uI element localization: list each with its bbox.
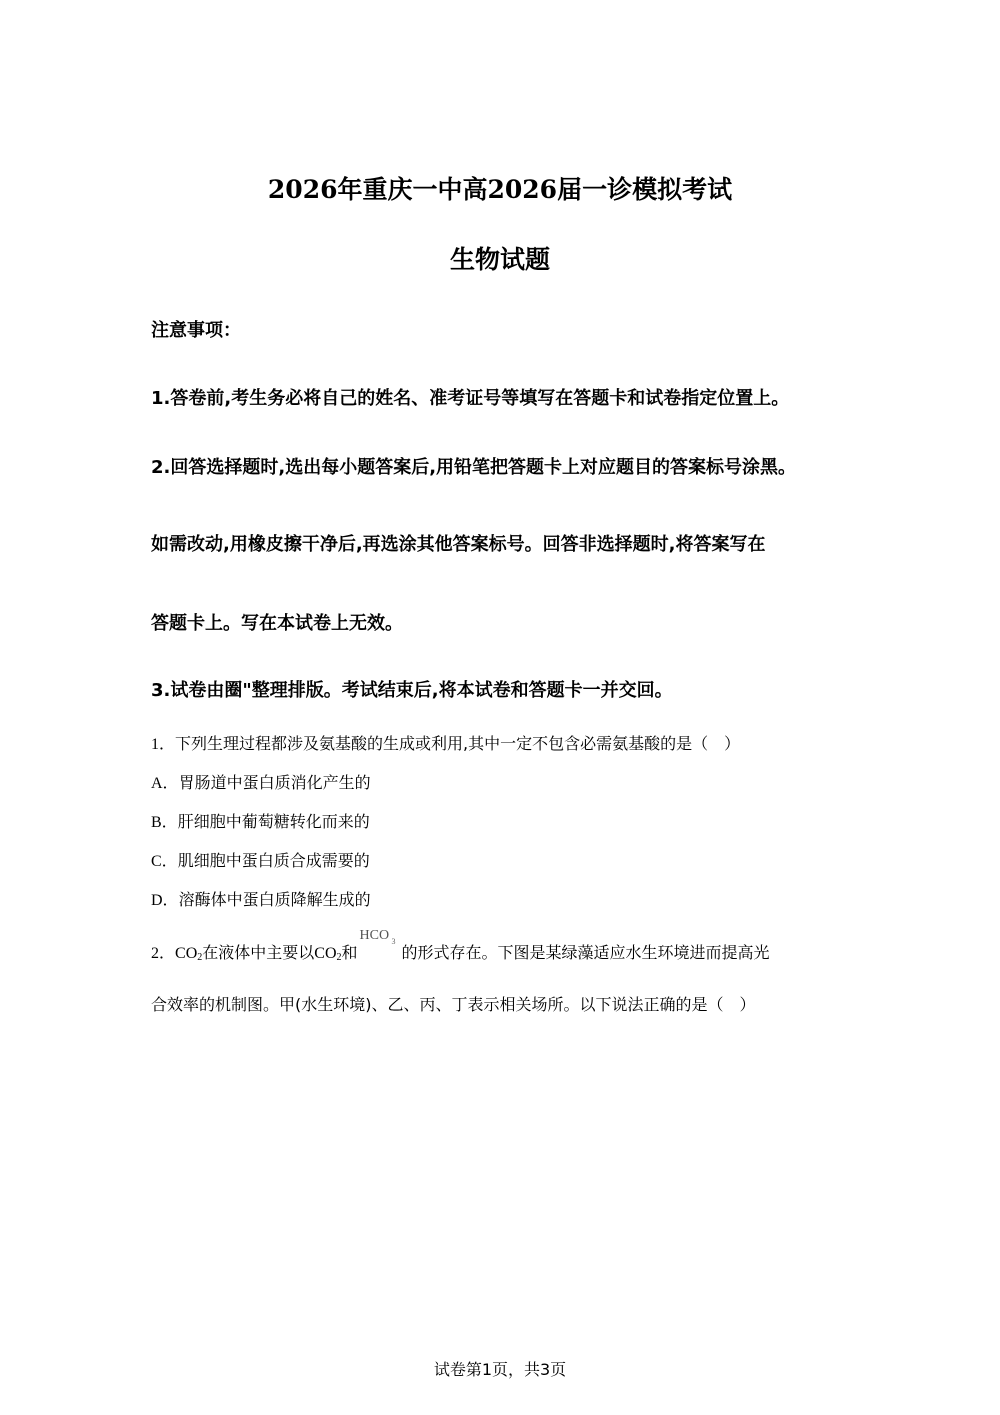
question-2-stem-line-2: 合效率的机制图。甲(水生环境)、乙、丙、丁表示相关场所。以下说法正确的是（ ） (151, 995, 756, 1014)
question-1-option-d (151, 887, 371, 910)
co2-formula: $CO_2$ (175, 945, 203, 963)
question-2-stem-line-1 (151, 928, 770, 963)
exam-title: 2026年重庆一中高2026届一诊模拟考试 (267, 175, 733, 204)
notice-item-2-line-1: 2.回答选择题时,选出每小题答案后,用铅笔把答题卡上对应题目的答案标号涂黑。 (151, 457, 797, 478)
exam-subject-title: 生物试题 (449, 245, 550, 274)
question-2-text-a: 在液体中主要以 (202, 943, 315, 962)
option-label: C． (151, 853, 178, 870)
bicarbonate-formula: HCO 3 (359, 928, 396, 946)
notice-heading: 注意事项： (151, 320, 241, 341)
notice-item-2-line-2: 如需改动,用橡皮擦干净后,再选涂其他答案标号。回答非选择题时,将答案写在 (151, 534, 766, 555)
question-1-stem (151, 731, 740, 754)
option-text: 肝细胞中葡萄糖转化而来的 (177, 812, 370, 831)
page-footer: 试卷第1页，共3页 (433, 1360, 567, 1379)
question-2-text-c: 的形式存在。下图是某绿藻适应水生环境进而提高光 (401, 943, 770, 962)
question-1-option-c (151, 848, 370, 871)
question-1-option-a (151, 770, 371, 793)
question-2-text-b: 和 (341, 943, 358, 962)
question-1-text: 下列生理过程都涉及氨基酸的生成或利用,其中一定不包含必需氨基酸的是（ ） (175, 734, 741, 753)
question-2-number: 2． (151, 945, 176, 962)
option-text: 肌细胞中蛋白质合成需要的 (177, 851, 370, 870)
co2-formula: $CO_2$ (314, 945, 342, 963)
question-1-option-b (151, 809, 370, 832)
option-text: 胃肠道中蛋白质消化产生的 (178, 773, 371, 792)
notice-item-2-line-3: 答题卡上。写在本试卷上无效。 (151, 613, 403, 634)
notice-item-3: 3.试卷由圈"整理排版。考试结束后,将本试卷和答题卡一并交回。 (151, 680, 673, 701)
question-1-number: 1． (151, 736, 176, 753)
option-label: D． (151, 892, 179, 909)
option-label: B． (151, 814, 178, 831)
option-label: A． (151, 775, 179, 792)
option-text: 溶酶体中蛋白质降解生成的 (178, 890, 371, 909)
notice-item-1: 1.答卷前,考生务必将自己的姓名、准考证号等填写在答题卡和试卷指定位置上。 (151, 388, 790, 409)
